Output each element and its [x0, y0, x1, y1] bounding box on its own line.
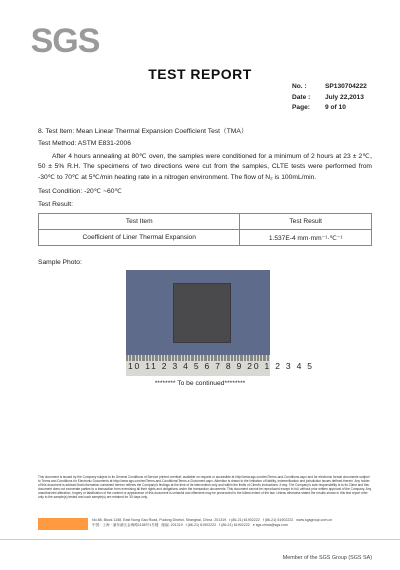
- to-be-continued: ******** To be continued********: [154, 380, 246, 387]
- table-header-cell: Test Result: [240, 214, 372, 230]
- table-row: [39, 230, 372, 246]
- meta-value: SP130704222: [325, 83, 367, 90]
- test-condition: Test Condition: -20℃ ~60℃: [38, 188, 122, 195]
- meta-row-page: [292, 103, 367, 114]
- sgs-logo: [30, 20, 100, 62]
- member-of-sgs: Member of the SGS Group (SGS SA): [282, 555, 372, 561]
- meta-label: Date :: [292, 93, 311, 101]
- result-table: [38, 213, 372, 246]
- meta-value: 9 of 10: [325, 104, 346, 111]
- table-header-row: [39, 214, 372, 230]
- meta-value: July 22,2013: [325, 93, 364, 101]
- meta-label: Page:: [292, 104, 310, 111]
- report-meta: [292, 82, 367, 114]
- specimen-sample: [174, 284, 230, 342]
- test-procedure-paragraph: After 4 hours annealing at 80℃ oven, the samples were conditioned for a minimum of 2 hours at 23 ± 2℃, 50 ± 5% R.H. The specimens of two directions were cut from the samples, CLTE tests were performed from -30℃ to 70℃ at 5℃/min heating rate in a nitrogen environment. The flow of N₂ is 100mL/min.: [38, 153, 372, 181]
- footer-color-block: [38, 518, 88, 530]
- test-item-heading: 8. Test Item: Mean Linear Thermal Expansion Coefficient Test（TMA）: [38, 128, 248, 135]
- table-cell: Coefficient of Liner Thermal Expansion: [39, 230, 240, 246]
- sample-photo: [126, 270, 314, 376]
- footer-divider: [0, 539, 400, 540]
- table-cell: 1.537E-4 mm·mm⁻¹·℃⁻¹: [240, 230, 372, 246]
- footer-address-bar: [38, 518, 372, 530]
- footer-disclaimer: This document is issued by the Company subject to its General Conditions of Service printed overleaf, available on request or accessible at http://www.sgs.com/en/Terms-and-Conditions.aspx and for electronic format documents subject to Terms and Conditions for Electronic Documents at http://www.sgs.com/en/Terms-and-Conditions/Terms-e-Document.aspx. Attention is drawn to the limitation of liability, indemnification and jurisdiction issues defined therein. Any holder of this document is advised that information contained hereon reflects the Company's findings at the time of its intervention only and within the limits of Client's instructions, if any. The Company's sole responsibility is to its Client and this document does not exonerate parties to a transaction from exercising all their rights and obligations under the transaction documents. This document cannot be reproduced except in full, without prior written approval of the Company. Any unauthorized alteration, forgery or falsification of the content or appearance of this document is unlawful and offenders may be prosecuted to the fullest extent of the law. Unless otherwise stated the results shown in this test report refer only to the sample(s) tested and such sample(s) are retained for 30 days only.: [38, 475, 372, 499]
- ruler: [126, 355, 314, 376]
- ruler-numbers: 10 11 2 3 4 5 6 7 8 9 20 1 2 3 4 5: [128, 361, 314, 371]
- test-result-label: Test Result:: [38, 201, 73, 208]
- sample-photo-label: Sample Photo:: [38, 259, 82, 266]
- test-method: Test Method: ASTM E831-2006: [38, 140, 131, 147]
- report-title: TEST REPORT: [148, 66, 252, 82]
- table-header-cell: Test Item: [39, 214, 240, 230]
- logo-text: SGS: [30, 22, 100, 60]
- meta-row-date: [292, 93, 367, 104]
- meta-row-number: [292, 82, 367, 93]
- meta-label: No. :: [292, 83, 307, 90]
- footer-address: No.88, Block 1158, East Nong Gao Road, Pudong District, Shanghai, China 201319 t (86-21) 61902222 f (86-21) 61902222 www.sgsgroup.com.cn 中国 · 上海 · 浦东新区金海路1158号1号楼 邮编: 201319 t (86-21) 61902222 f (86-21) 61902222 e sgs.china@sgs.com: [92, 518, 333, 527]
